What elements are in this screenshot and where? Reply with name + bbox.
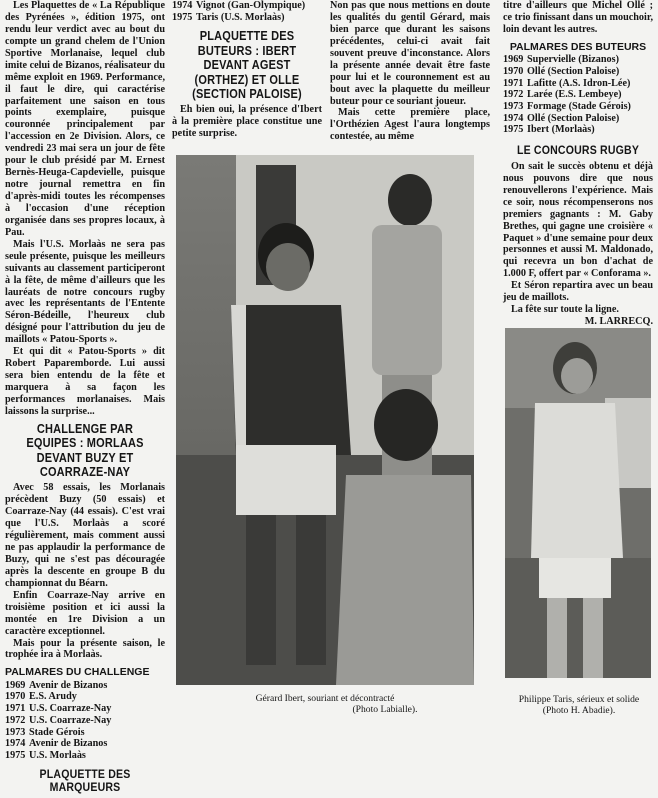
marqueurs-heading: PLAQUETTE DES MARQUEURS bbox=[39, 766, 131, 795]
concours-heading: LE CONCOURS RUGBY bbox=[516, 143, 640, 158]
article-paragraph: Avec 58 essais, les Morlanais précèdent Buzy (50 essais) et Coarraze-Nay (44 essais). C'est vrai que l'U.S. Morlaàs a scoré régulièrement, mais comment aussi ne pas applaudir la performance de Buzy, qui ne s'est pas découragée après la descente en groupe B du championnat du Béarn. bbox=[5, 482, 165, 589]
palmares-row: 1969 Avenir de Bizanos bbox=[5, 679, 108, 691]
palmares-row: 1973 Stade Gérois bbox=[5, 726, 85, 738]
palmares-row: 1974 Vignot (Gan-Olympique) bbox=[172, 0, 306, 11]
challenge-heading: CHALLENGE PAR EQUIPES : MORLAAS DEVANT BUZY ET COARRAZE-NAY bbox=[26, 421, 144, 479]
article-paragraph: Et Séron repartira avec un beau jeu de maillots. bbox=[503, 280, 653, 304]
column-3 bbox=[330, 0, 490, 143]
article-paragraph: Eh bien oui, la présence d'Ibert à la première place constitue une petite surprise. bbox=[172, 104, 322, 140]
palmares-row: 1975 Taris (U.S. Morlaàs) bbox=[172, 11, 285, 23]
photo-taris bbox=[505, 328, 651, 678]
palmares-row: 1972 U.S. Coarraze-Nay bbox=[5, 714, 112, 726]
palmares-row: 1970 E.S. Arudy bbox=[5, 691, 77, 703]
photo-taris-caption: Philippe Taris, sérieux et solide (Photo H. Abadie). bbox=[518, 694, 640, 716]
palmares-row: 1972 Larée (E.S. Lembeye) bbox=[503, 89, 622, 101]
buteurs-palmares-list bbox=[503, 54, 653, 136]
article-paragraph: On sait le succès obtenu et déjà nous pouvons dire que nous renouvellerons l'expérience. Mais ce soir, nous récompenserons nos premiers gagnants : M. Gaby Brethes, qui gagne une croisière « Paquet » d'une semaine pour deux personnes et aussi M. Maldonado, qui recevra un bon d'achat de 1.000 F, offert par « Conforama ». bbox=[503, 160, 653, 280]
photo-ibert bbox=[176, 155, 474, 685]
article-paragraph: Enfin Coarraze-Nay arrive en troisième position et ici aussi la montée en 1re Division a un caractère exceptionnel. bbox=[5, 589, 165, 637]
buteurs-heading: PLAQUETTE DES BUTEURS : IBERT DEVANT AGEST (ORTHEZ) ET OLLE (SECTION PALOISE) bbox=[192, 29, 302, 101]
article-paragraph: Mais l'U.S. Morlaàs ne sera pas seule présente, puisque les meilleurs suivants au classement participeront à la fête, de même d'ailleurs que les lauréats de notre concours rugby avec les représentants de l'Entente Séron-Bédeille, l'heureux club désigné pour l'attribution du jeu de maillots « Patou-Sports ». bbox=[5, 238, 165, 346]
photo-ibert-image bbox=[176, 155, 474, 685]
photo-ibert-caption: Gérard Ibert, souriant et décontracté (Photo Labialle). bbox=[255, 693, 418, 715]
palmares-row: 1971 Lafitte (A.S. Idron-Lée) bbox=[503, 77, 631, 89]
article-paragraph: titre d'ailleurs que Michel Ollé ; ce trio finissant dans un mouchoir, loin devant les autres. bbox=[503, 0, 653, 35]
intro-paragraph: Les Plaquettes de « La République des Pyrénées », édition 1975, ont rendu leur verdict avec au bout du compte un grand chelem de l'Union Sportive Morlanaise, lequel club imite celui de Bizanos, réalisateur du même exploit en 1969. Performance, il faut le dire, qui caractérise parfaitement une saison en tous points exemplaire, puisque couronnée principalement par l'accession en 2e Division. Alors, ce vendredi 23 mai sera un jour de fête pour le club présidé par M. Ernest Bernès-Heuga-Capdevielle, puisque notre journal remettra en fin d'après-midi toutes les récompenses à l'occasion d'une réception organisée dans ses propres locaux, à Pau. bbox=[5, 0, 165, 238]
challenge-palmares-title: PALMARES DU CHALLENGE bbox=[5, 666, 150, 679]
column-1 bbox=[5, 0, 165, 798]
photo-taris-image bbox=[505, 328, 651, 678]
palmares-row: 1971 U.S. Coarraze-Nay bbox=[5, 703, 112, 715]
article-paragraph: Mais cette première place, l'Orthézien Agest l'aura longtemps contestée, au même bbox=[330, 107, 490, 143]
article-paragraph: Non pas que nous mettions en doute les qualités du gentil Gérard, mais bien parce que durant les saisons précédentes, celui-ci avait fait souvent preuve d'inconstance. Alors la présente année devait être faste pour lui et le couronnement est au bout avec la plaquette du meilleur buteur pour ce souriant joueur. bbox=[330, 0, 490, 107]
author-signature: M. LARRECQ. bbox=[584, 316, 653, 328]
column-2 bbox=[172, 0, 322, 140]
article-paragraph: Et qui dit « Patou-Sports » dit Robert Paparemborde. Lui aussi sera bien entendu de la fête et marquera à sa façon les performances morlanaises. Mais laissons la surprise... bbox=[5, 346, 165, 417]
challenge-palmares-list bbox=[5, 680, 165, 762]
palmares-row: 1969 Supervielle (Bizanos) bbox=[503, 54, 619, 66]
palmares-row: 1974 Avenir de Bizanos bbox=[5, 738, 108, 750]
palmares-row: 1975 U.S. Morlaàs bbox=[5, 749, 86, 761]
column-4 bbox=[503, 0, 653, 328]
palmares-row: 1974 Ollé (Section Paloise) bbox=[503, 112, 620, 124]
article-paragraph: Mais pour la présente saison, le trophée ira à Morlaàs. bbox=[5, 637, 165, 661]
buteurs-palmares-title: PALMARES DES BUTEURS bbox=[509, 40, 647, 53]
article-paragraph: La fête sur toute la ligne. bbox=[511, 304, 619, 316]
palmares-row: 1970 Ollé (Section Paloise) bbox=[503, 65, 620, 77]
palmares-row: 1973 Formage (Stade Gérois) bbox=[503, 100, 631, 112]
palmares-row: 1975 Ibert (Morlaàs) bbox=[503, 124, 595, 136]
